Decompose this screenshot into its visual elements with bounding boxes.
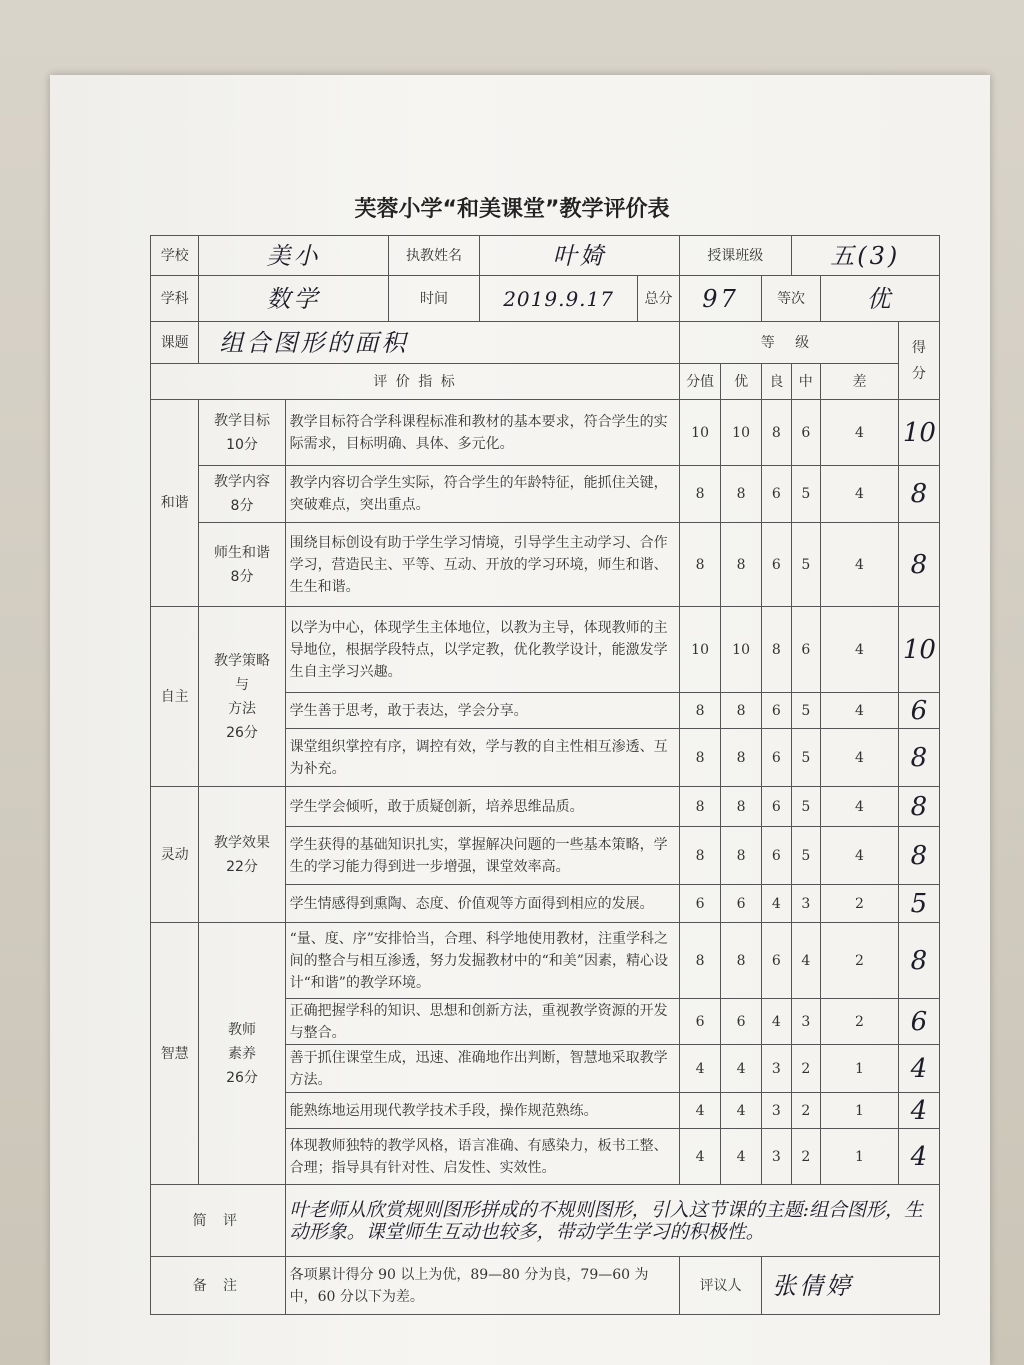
teacher-label: 执教姓名 (388, 236, 480, 276)
medium-cell: 5 (791, 466, 820, 523)
score-cell: 8 (898, 827, 939, 885)
poor-cell: 4 (821, 523, 899, 607)
good-cell: 3 (762, 1129, 791, 1185)
poor-cell: 4 (821, 827, 899, 885)
category-name: 教学内容 (214, 474, 270, 490)
poor-cell: 4 (821, 466, 899, 523)
category-points: 26分 (226, 724, 258, 741)
excellent-cell: 6 (721, 885, 762, 923)
medium-cell: 3 (791, 885, 820, 923)
remark-text: 各项累计得分 90 以上为优，89—80 分为良，79—60 为中，60 分以下为差。 (285, 1257, 679, 1315)
good-cell: 8 (762, 400, 791, 466)
group-name: 智慧 (151, 923, 199, 1185)
excellent-cell: 8 (721, 693, 762, 729)
category-points: 8分 (230, 568, 254, 585)
time-value: 2019.9.17 (480, 276, 638, 322)
category-cell (199, 607, 285, 787)
excellent-cell: 8 (721, 827, 762, 885)
category-name: 教学策略 与 方法 (214, 652, 270, 717)
value-cell: 10 (680, 400, 721, 466)
score-cell: 5 (898, 885, 939, 923)
value-cell: 8 (680, 523, 721, 607)
indicator-text: 善于抓住课堂生成，迅速、准确地作出判断，智慧地采取教学方法。 (285, 1045, 679, 1093)
topic-label: 课题 (151, 322, 199, 364)
grade-value: 优 (821, 276, 940, 322)
indicator-text: 学生获得的基础知识扎实，掌握解决问题的一些基本策略，学生的学习能力得到进一步增强，课堂效率高。 (285, 827, 679, 885)
excellent-cell: 8 (721, 729, 762, 787)
value-cell: 10 (680, 607, 721, 693)
class-value: 五(3) (791, 236, 939, 276)
remark-label: 备 注 (151, 1257, 286, 1315)
medium-cell: 5 (791, 693, 820, 729)
good-cell: 6 (762, 466, 791, 523)
poor-cell: 4 (821, 607, 899, 693)
good-cell: 6 (762, 827, 791, 885)
header-row-2 (151, 276, 940, 322)
poor-cell: 2 (821, 999, 899, 1045)
reviewer-label: 评议人 (680, 1257, 762, 1315)
school-value: 美小 (199, 236, 388, 276)
score-header: 得分 (898, 322, 939, 400)
category-cell (199, 923, 285, 1185)
value-cell: 8 (680, 923, 721, 999)
score-cell: 4 (898, 1129, 939, 1185)
medium-cell: 6 (791, 607, 820, 693)
medium-cell: 5 (791, 827, 820, 885)
category-name: 教学目标 (214, 412, 270, 429)
poor-cell: 4 (821, 787, 899, 827)
value-header: 分值 (680, 364, 721, 400)
score-cell: 8 (898, 729, 939, 787)
poor-cell: 1 (821, 1045, 899, 1093)
medium-cell: 2 (791, 1093, 820, 1129)
good-cell: 6 (762, 693, 791, 729)
value-cell: 6 (680, 999, 721, 1045)
value-cell: 8 (680, 466, 721, 523)
indicator-text: 能熟练地运用现代教学技术手段，操作规范熟练。 (285, 1093, 679, 1129)
good-cell: 3 (762, 1045, 791, 1093)
good-cell: 4 (762, 885, 791, 923)
indicator-row (151, 787, 940, 827)
indicator-text: 教学目标符合学科课程标准和教材的基本要求，符合学生的实际需求，目标明确、具体、多元化。 (285, 400, 679, 466)
indicator-text: 围绕目标创设有助于学生学习情境，引导学生主动学习、合作学习，营造民主、平等、互动、开放的学习环境，师生和谐、生生和谐。 (285, 523, 679, 607)
indicator-row (151, 607, 940, 693)
review-row (151, 1185, 940, 1257)
review-label: 简 评 (151, 1185, 286, 1257)
indicator-text: 体现教师独特的教学风格，语言准确、有感染力，板书工整、合理；指导具有针对性、启发性、实效性。 (285, 1129, 679, 1185)
group-name: 和谐 (151, 400, 199, 607)
category-points: 10分 (226, 436, 258, 453)
form-title: 芙蓉小学“和美课堂”教学评价表 (354, 197, 670, 222)
time-label: 时间 (388, 276, 480, 322)
poor-cell: 4 (821, 729, 899, 787)
good-cell: 6 (762, 787, 791, 827)
level-header: 等 级 (680, 322, 899, 364)
medium-cell: 2 (791, 1045, 820, 1093)
score-cell: 4 (898, 1093, 939, 1129)
excellent-cell: 10 (721, 607, 762, 693)
medium-cell: 5 (791, 523, 820, 607)
value-cell: 4 (680, 1045, 721, 1093)
reviewer-signature: 张倩婷 (762, 1257, 940, 1315)
score-cell: 6 (898, 693, 939, 729)
poor-header: 差 (821, 364, 899, 400)
score-cell: 4 (898, 1045, 939, 1093)
indicator-text: 学生善于思考，敢于表达，学会分享。 (285, 693, 679, 729)
excellent-header: 优 (721, 364, 762, 400)
category-name: 教师 素养 (228, 1021, 256, 1062)
score-cell: 10 (898, 400, 939, 466)
score-cell: 8 (898, 466, 939, 523)
value-cell: 6 (680, 885, 721, 923)
good-cell: 6 (762, 923, 791, 999)
value-cell: 8 (680, 827, 721, 885)
topic-value: 组合图形的面积 (199, 322, 680, 364)
value-cell: 4 (680, 1129, 721, 1185)
indicator-text: “量、度、序”安排恰当，合理、科学地使用教材，注重学科之间的整合与相互渗透，努力发掘教材中的“和美”因素，精心设计“和谐”的教学环境。 (285, 923, 679, 999)
medium-cell: 5 (791, 787, 820, 827)
category-name: 教学效果 (214, 834, 270, 851)
category-cell (199, 400, 285, 466)
subject-label: 学科 (151, 276, 199, 322)
total-label: 总分 (638, 276, 680, 322)
good-cell: 6 (762, 729, 791, 787)
category-name: 师生和谐 (214, 544, 270, 561)
indicator-text: 以学为中心，体现学生主体地位，以教为主导，体现教师的主导地位，根据学段特点，以学定教，优化教学设计，能激发学生自主学习兴趣。 (285, 607, 679, 693)
subject-value: 数学 (199, 276, 388, 322)
value-cell: 8 (680, 693, 721, 729)
excellent-cell: 4 (721, 1093, 762, 1129)
category-points: 22分 (226, 858, 258, 875)
grade-label: 等次 (762, 276, 821, 322)
indicator-row (151, 923, 940, 999)
good-cell: 6 (762, 523, 791, 607)
poor-cell: 2 (821, 885, 899, 923)
indicator-row (151, 400, 940, 466)
class-label: 授课班级 (680, 236, 792, 276)
score-cell: 6 (898, 999, 939, 1045)
score-cell: 8 (898, 523, 939, 607)
column-header-row (151, 364, 940, 400)
remark-row (151, 1257, 940, 1315)
excellent-cell: 8 (721, 466, 762, 523)
total-value: 97 (680, 276, 762, 322)
review-text: 叶老师从欣赏规则图形拼成的不规则图形，引入这节课的主题:组合图形，生动形象。课堂师生互动也较多，带动学生学习的积极性。 (285, 1185, 939, 1257)
indicator-row (151, 466, 940, 523)
good-cell: 4 (762, 999, 791, 1045)
indicator-text: 课堂组织掌控有序，调控有效，学与教的自主性相互渗透、互为补充。 (285, 729, 679, 787)
excellent-cell: 6 (721, 999, 762, 1045)
medium-cell: 5 (791, 729, 820, 787)
indicators-header: 评 价 指 标 (151, 364, 680, 400)
value-cell: 8 (680, 787, 721, 827)
excellent-cell: 8 (721, 787, 762, 827)
good-cell: 3 (762, 1093, 791, 1129)
medium-cell: 2 (791, 1129, 820, 1185)
excellent-cell: 4 (721, 1045, 762, 1093)
poor-cell: 4 (821, 693, 899, 729)
group-name: 灵动 (151, 787, 199, 923)
value-cell: 8 (680, 729, 721, 787)
excellent-cell: 4 (721, 1129, 762, 1185)
indicator-text: 学生情感得到熏陶、态度、价值观等方面得到相应的发展。 (285, 885, 679, 923)
good-header: 良 (762, 364, 791, 400)
school-label: 学校 (151, 236, 199, 276)
value-cell: 4 (680, 1093, 721, 1129)
poor-cell: 4 (821, 400, 899, 466)
group-name: 自主 (151, 607, 199, 787)
excellent-cell: 8 (721, 923, 762, 999)
category-points: 26分 (226, 1069, 258, 1086)
category-points: 8分 (230, 498, 254, 514)
poor-cell: 2 (821, 923, 899, 999)
score-cell: 10 (898, 607, 939, 693)
indicator-text: 学生学会倾听，敢于质疑创新，培养思维品质。 (285, 787, 679, 827)
indicator-row (151, 523, 940, 607)
medium-header: 中 (791, 364, 820, 400)
category-cell (199, 466, 285, 523)
medium-cell: 4 (791, 923, 820, 999)
evaluation-table (150, 235, 940, 1315)
category-cell (199, 523, 285, 607)
medium-cell: 3 (791, 999, 820, 1045)
score-cell: 8 (898, 923, 939, 999)
category-cell (199, 787, 285, 923)
indicator-text: 教学内容切合学生实际，符合学生的年龄特征，能抓住关键，突破难点，突出重点。 (285, 466, 679, 523)
excellent-cell: 8 (721, 523, 762, 607)
topic-row (151, 322, 940, 364)
good-cell: 8 (762, 607, 791, 693)
score-cell: 8 (898, 787, 939, 827)
poor-cell: 1 (821, 1129, 899, 1185)
medium-cell: 6 (791, 400, 820, 466)
indicator-text: 正确把握学科的知识、思想和创新方法，重视教学资源的开发与整合。 (285, 999, 679, 1045)
header-row-1 (151, 236, 940, 276)
teacher-value: 叶婍 (480, 236, 680, 276)
excellent-cell: 10 (721, 400, 762, 466)
poor-cell: 1 (821, 1093, 899, 1129)
